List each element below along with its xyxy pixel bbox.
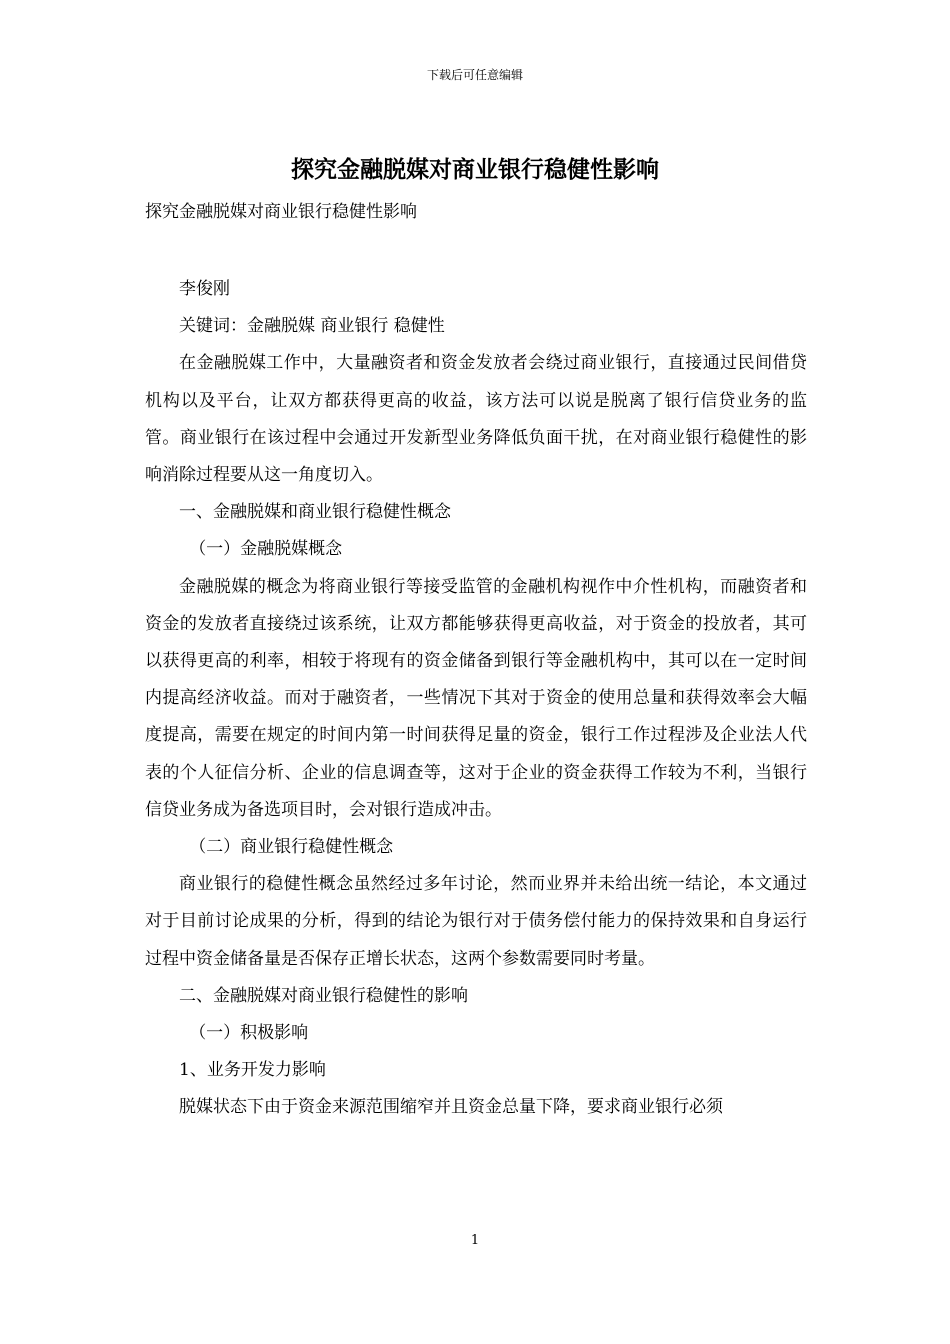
page-number: 1 <box>470 1233 480 1248</box>
body-paragraph: 金融脱媒的概念为将商业银行等接受监管的金融机构视作中介性机构，而融资者和资金的发放者直接绕过该系统，让双方都能够获得更高收益，对于资金的投放者，其可以获得更高的利率，相较于将现有的资金储备到银行等金融机构中，其可以在一定时间内提高经济收益。而对于融资者，一些情况下其对于资金的使用总量和获得效率会大幅度提高，需要在规定的时间内第一时间获得足量的资金，银行工作过程涉及企业法人代表的个人征信分析、企业的信息调查等，这对于企业的资金获得工作较为不利，当银行信贷业务成为备选项目时，会对银行造成冲击。 <box>145 576 807 820</box>
section-heading: 二、金融脱媒对商业银行稳健性的影响 <box>179 985 468 1006</box>
subsection-heading: （一）积极影响 <box>189 1023 309 1044</box>
body-paragraph: 在金融脱媒工作中，大量融资者和资金发放者会绕过商业银行，直接通过民间借贷机构以及平台，让双方都获得更高的收益，该方法可以说是脱离了银行信贷业务的监管。商业银行在该过程中会通过开发新型业务降低负面干扰，在对商业银行稳健性的影响消除过程要从这一角度切入。 <box>145 353 807 486</box>
document-title: 探究金融脱媒对商业银行稳健性影响 <box>291 156 659 183</box>
item-heading: 1、业务开发力影响 <box>179 1060 326 1081</box>
keywords-line: 关键词：金融脱媒 商业银行 稳健性 <box>179 316 445 337</box>
author-line: 李俊刚 <box>179 279 230 299</box>
document-body <box>145 271 807 1127</box>
subsection-heading: （二）商业银行稳健性概念 <box>189 837 394 858</box>
section-heading: 一、金融脱媒和商业银行稳健性概念 <box>179 502 451 523</box>
header-note: 下载后可任意编辑 <box>426 68 523 82</box>
body-paragraph: 脱媒状态下由于资金来源范围缩窄并且资金总量下降，要求商业银行必须 <box>179 1097 723 1118</box>
document-subtitle: 探究金融脱媒对商业银行稳健性影响 <box>145 202 417 222</box>
subsection-heading: （一）金融脱媒概念 <box>189 539 343 560</box>
body-paragraph: 商业银行的稳健性概念虽然经过多年讨论，然而业界并未给出统一结论，本文通过对于目前讨论成果的分析，得到的结论为银行对于债务偿付能力的保持效果和自身运行过程中资金储备量是否保存正增长状态，这两个参数需要同时考量。 <box>145 874 807 969</box>
